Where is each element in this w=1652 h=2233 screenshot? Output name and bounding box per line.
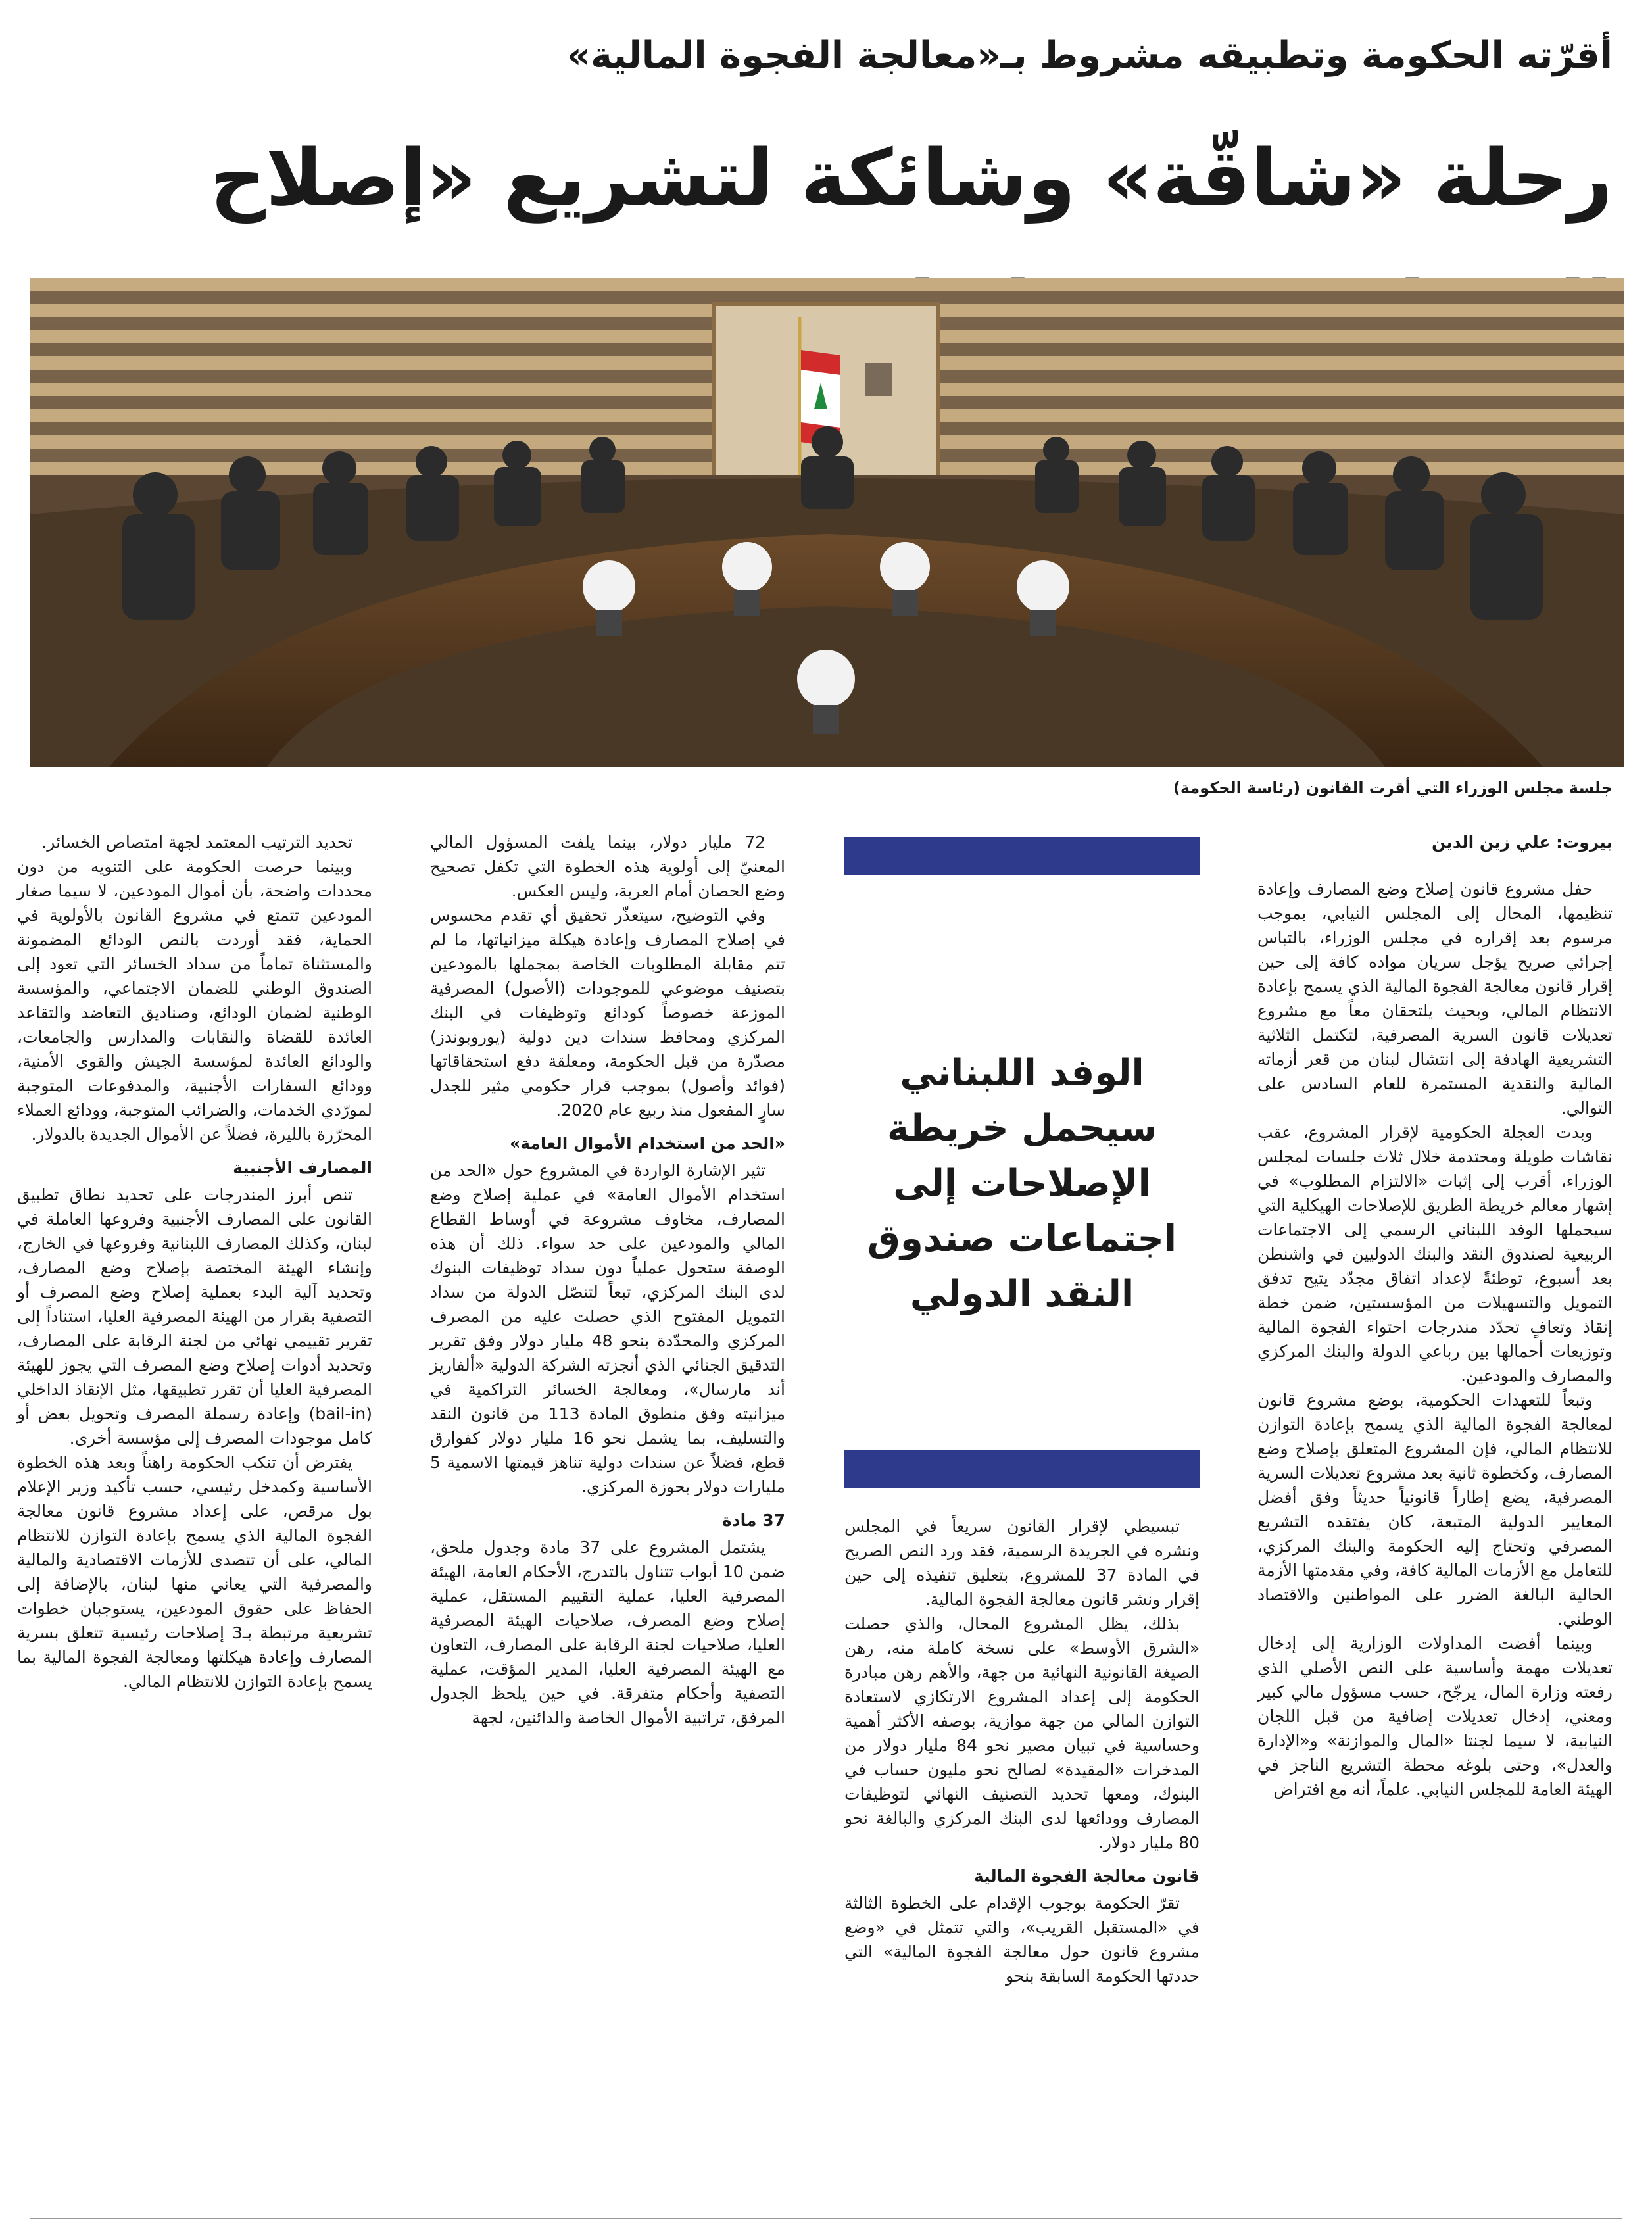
paragraph: يفترض أن تنكب الحكومة راهناً وبعد هذه الخطوة الأساسية وكمدخل رئيسي، حسب تأكيد وزير الإعلام بول مرقص، على إعداد مشروع قانون معالجة الفجوة المالية الذي يسمح بإعادة التوازن للانتظام المالي، على أن تتصدى للأزمات الاقتصادية والمالية والمصرفية التي يعاني منها لبنان، بالإضافة إلى الحفاظ على حقوق المودعين، يستوجبان خطوات تشريعية مرتبطة بـ3 إصلاحات رئيسية تتعلق بسرية المصارف وإعادة هيكلتها ومعالجة الفجوة المالية بما يسمح بإعادة التوازن للانتظام المالي.: [17, 1453, 372, 1691]
paragraph: تنص أبرز المندرجات على تحديد نطاق تطبيق القانون على المصارف الأجنبية وفروعها العاملة في لبنان، وكذلك المصارف اللبنانية وفروعها في الخارج، وإنشاء الهيئة المختصة بإصلاح وضع المصارف، وتحديد آلية البدء بعملية إصلاح وضع المصرف أو التصفية بقرار من الهيئة المصرفية العليا، استناداً إلى تقرير تقييمي نهائي من لجنة الرقابة على المصارف، وتحديد أدوات إصلاح وضع المصرف التي يجوز للهيئة المصرفية العليا أن تقرر تطبيقها، مثل الإنقاذ الداخلي (bail-in) وإعادة رسملة المصرف وتحويل بعض أو كامل موجودات المصرف إلى مؤسسة أخرى.: [17, 1185, 372, 1448]
article-column-4: [17, 830, 372, 1694]
page-bottom-rule: [30, 2218, 1622, 2219]
article-column-2: [844, 1514, 1200, 1988]
paragraph: تقرّ الحكومة بوجوب الإقدام على الخطوة الثالثة في «المستقبل القريب»، والتي تتمثل في «وضع مشروع قانون حول معالجة الفجوة المالية» التي حددتها الحكومة السابقة بنحو: [844, 1894, 1200, 1986]
paragraph: 72 مليار دولار، بينما يلفت المسؤول المالي المعنيّ إلى أولوية هذه الخطوة التي تكفل تصحيح وضع الحصان أمام العربة، وليس العكس.: [430, 833, 785, 900]
paragraph: يشتمل المشروع على 37 مادة وجدول ملحق، ضمن 10 أبواب تتناول بالتدرج، الأحكام العامة، الهيئة المصرفية العليا، عملية التقييم المستقل، عملية إصلاح وضع المصرف، صلاحيات الهيئة المصرفية العليا، صلاحيات لجنة الرقابة على المصارف، التعاون مع الهيئة المصرفية العليا، المدير المؤقت، عملية التصفية وأحكام متفرقة. في حين يلحظ الجدول المرفق، تراتبية الأموال الخاصة والدائنين، لجهة: [430, 1538, 785, 1727]
paragraph: وتبعاً للتعهدات الحكومية، بوضع مشروع قانون لمعالجة الفجوة المالية الذي يسمح بإعادة التوازن للانتظام المالي، فإن المشروع المتعلق بإصلاح وضع المصارف، وكخطوة ثانية بعد مشروع تعديلات السرية المصرفية، يضع إطاراً قانونياً حديثاً وفق أفضل المعايير الدولية المتبعة، كان يفتقده التشريع المصرفي وتحتاج إليه الحكومة والبنك المركزي، للتعامل مع الأزمات المالية كافة، وفي مقدمتها الأزمة الحالية البالغة الضرر على المواطنين والاقتصاد الوطني.: [1257, 1390, 1613, 1629]
cabinet-meeting-photo: [30, 278, 1624, 767]
byline: بيروت: علي زين الدين: [1431, 833, 1613, 852]
article-column-1: [1257, 830, 1613, 1802]
pullquote-bottom-bar: [844, 1450, 1200, 1488]
paragraph: وفي التوضيح، سيتعذّر تحقيق أي تقدم محسوس في إصلاح المصارف وإعادة هيكلة ميزانياتها، ما لم تتم مقابلة المطلوبات الخاصة بمجملها بالمودعين بتصنيف موضوعي للموجودات (الأصول) المصرفية الموزعة خصوصاً كودائع وتوظيفات في البنك المركزي ومحافظ سندات دين دولية (يوروبوندز) مصدّرة من قبل الحكومة، ومعلقة دفع استحقاقاتها (فوائد وأصول) بموجب قرار حكومي مثير للجدل سارٍ المفعول منذ ربيع عام 2020.: [430, 906, 785, 1119]
paragraph: بذلك، يظل المشروع المحال، والذي حصلت «الشرق الأوسط» على نسخة كاملة منه، رهن الصيغة القانونية النهائية من جهة، والأهم رهن مبادرة الحكومة إلى إعداد المشروع الارتكازي لاستعادة التوازن المالي من جهة موازية، بوصفه الأكثر أهمية وحساسية في تبيان مصير نحو 84 مليار دولار من المدخرات «المقيدة» لصالح نحو مليون حساب في البنوك، ومعها تحديد التصنيف النهائي لتوظيفات المصارف وودائعها لدى البنك المركزي والبالغة نحو 80 مليار دولار.: [844, 1614, 1200, 1852]
article-column-3: [430, 830, 785, 1730]
paragraph: حفل مشروع قانون إصلاح وضع المصارف وإعادة تنظيمها، المحال إلى المجلس النيابي، بموجب مرسوم بعد إقراره في مجلس الوزراء، بالتباس إجرائي صريح يؤجل سريان مواده كافة إلى حين إقرار قانون معالجة الفجوة المالية الذي يسمح بإعادة الانتظام المالي، وبحيث يلتحقان معاً مع مشروع تعديلات قانون السرية المصرفية، لتكتمل الثلاثية التشريعية الهادفة إلى انتشال لبنان من قعر أزماته المالية والنقدية المستمرة للعام السادس على التوالي.: [1257, 879, 1613, 1117]
pullquote: الوفد اللبناني سيحمل خريطة الإصلاحات إلى اجتماعات صندوق النقد الدولي: [867, 1052, 1177, 1315]
paragraph: تبسيطي لإقرار القانون سريعاً في المجلس ونشره في الجريدة الرسمية، فقد ورد النص الصريح في المادة 37 للمشروع، بتعليق تنفيذه إلى حين إقرار ونشر قانون معالجة الفجوة المالية.: [844, 1517, 1200, 1609]
pullquote-top-bar: [844, 837, 1200, 875]
section-subhead: المصارف الأجنبية: [233, 1158, 372, 1177]
paragraph: تثير الإشارة الواردة في المشروع حول «الحد من استخدام الأموال العامة» في عملية إصلاح وضع المصارف، مخاوف مشروعة في أوساط القطاع المالي والمودعين على حد سواء. ذلك أن هذه الوصفة ستحول عملياً دون سداد توظيفات البنوك لدى البنك المركزي، تبعاً لتنصّل الدولة من سداد التمويل المفتوح الذي حصلت عليه من المصرف المركزي والمحدّدة بنحو 48 مليار دولار وفق تقرير التدقيق الجنائي الذي أنجزته الشركة الدولية «ألفاريز أند مارسال»، ومعالجة الخسائر التراكمية في ميزانيته وفق منطوق المادة 113 من قانون النقد والتسليف، بما يشمل نحو 16 مليار دولار كفوارق قطع، فضلاً عن سندات دولية تناهز قيمتها الاسمية 5 مليارات دولار بحوزة المركزي.: [430, 1161, 785, 1496]
article-headline: رحلة «شاقّة» وشائكة لتشريع «إصلاح: [209, 132, 1613, 223]
paragraph: وبينما أفضت المداولات الوزارية إلى إدخال تعديلات مهمة وأساسية على النص الأصلي الذي رفعته وزارة المال، يرجّح، حسب مسؤول مالي كبير ومعني، إدخال تعديلات إضافية من قبل اللجان النيابية، لا سيما لجنتا «المال والموازنة» و«الإدارة والعدل»، وحتى بلوغه محطة التشريع الناجز في الهيئة العامة للمجلس النيابي. علماً، أنه مع افتراض: [1257, 1634, 1613, 1799]
paragraph: وبدت العجلة الحكومية لإقرار المشروع، عقب نقاشات طويلة ومحتدمة خلال ثلاث جلسات لمجلس الوزراء، أقرب إلى إثبات «الالتزام المطلوب» في إشهار معالم خريطة الطريق للإصلاحات الهيكلية التي سيحملها الوفد اللبناني الرسمي إلى الاجتماعات الربيعية لصندوق النقد والبنك الدوليين في واشنطن بعد أسبوع، توطئةً لإعداد اتفاق مجدّد يتيح تدفق التمويل والتسهيلات من المؤسستين، ضمن خطة إنقاذ وتعافٍ تحدّد مندرجات احتواء الفجوة المالية وتوزيعات أحمالها بين رباعي الدولة والبنك المركزي والمصارف والمودعين.: [1257, 1123, 1613, 1385]
section-subhead: 37 مادة: [722, 1511, 785, 1530]
section-subhead: قانون معالجة الفجوة المالية: [973, 1867, 1200, 1886]
section-subhead: «الحد من استخدام الأموال العامة»: [510, 1134, 785, 1153]
paragraph: تحديد الترتيب المعتمد لجهة امتصاص الخسائر.: [41, 833, 352, 852]
photo-caption: جلسة مجلس الوزراء التي أقرت القانون (رئاسة الحكومة): [1173, 779, 1613, 797]
paragraph: وبينما حرصت الحكومة على التنويه من دون محددات واضحة، بأن أموال المودعين، لا سيما صغار المودعين تتمتع في مشروع القانون بالأولوية في الحماية، فقد أوردت بالنص الودائع المضمونة والمستثناة تماماً من سداد الخسائر التي تعود إلى الصندوق الوطني للضمان الاجتماعي، والمؤسسة الوطنية لضمان الودائع، وصناديق التعاضد والتقاعد العائدة للقضاة والنقابات والمدارس والجامعات، والودائع العائدة لمؤسسة الجيش والقوى الأمنية، وودائع السفارات الأجنبية، والمدفوعات المتوجبة لمورّدي الخدمات، والضرائب المتوجبة، وودائع العملاء المحرّرة بالليرة، فضلاً عن الأموال الجديدة بالدولار.: [17, 857, 372, 1144]
article-kicker: أقرّته الحكومة وتطبيقه مشروط بـ«معالجة الفجوة المالية»: [566, 34, 1613, 77]
